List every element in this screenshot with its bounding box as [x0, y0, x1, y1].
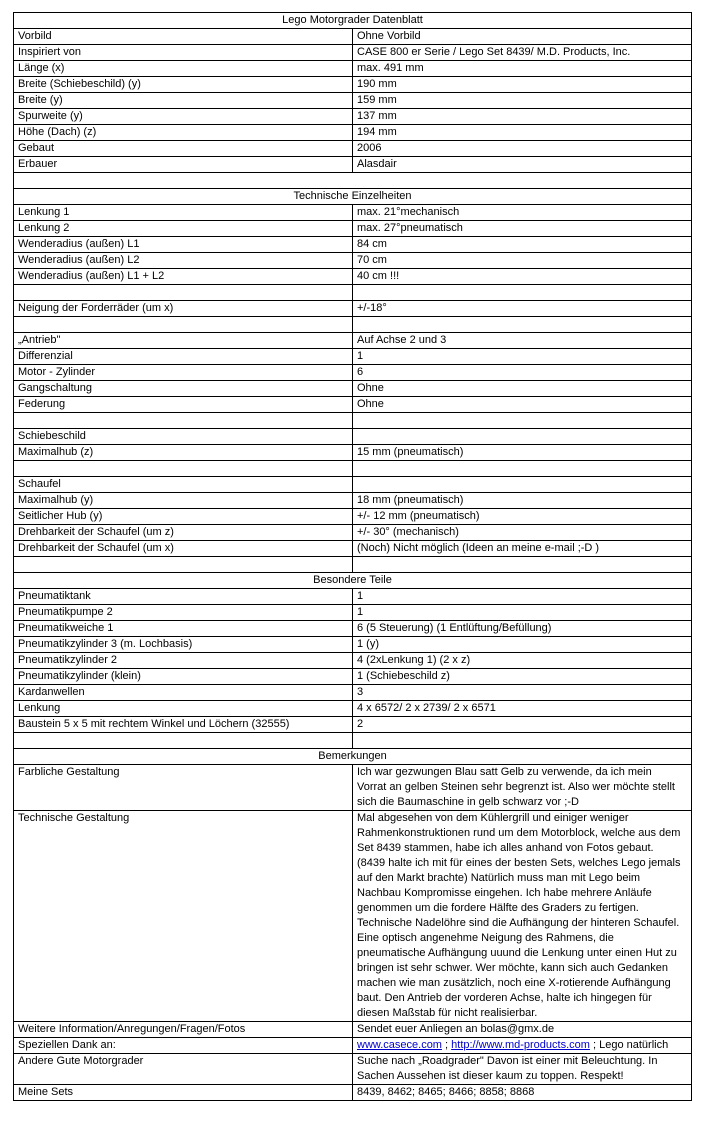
- blade-section: [14, 429, 692, 461]
- md-products-link[interactable]: http://www.md-products.com: [451, 1039, 590, 1051]
- table-row: [14, 221, 692, 237]
- row-label: Spurweite (y): [14, 109, 353, 125]
- table-row: [14, 333, 692, 349]
- row-value: 40 cm !!!: [353, 269, 692, 285]
- remark-label: Meine Sets: [14, 1085, 353, 1101]
- remark-label: Weitere Information/Anregungen/Fragen/Fotos: [14, 1022, 353, 1038]
- section-header-bemerkungen: Bemerkungen: [14, 749, 692, 765]
- row-value: 18 mm (pneumatisch): [353, 493, 692, 509]
- table-row: [14, 541, 692, 557]
- parts-header-row: [14, 573, 692, 589]
- table-row: [14, 365, 692, 381]
- title-row: [14, 13, 692, 29]
- table-row: [14, 205, 692, 221]
- row-value: 190 mm: [353, 77, 692, 93]
- row-value: (Noch) Nicht möglich (Ideen an meine e-mail ;-D ): [353, 541, 692, 557]
- remark-label: Technische Gestaltung: [14, 811, 353, 1022]
- table-row: [14, 45, 692, 61]
- table-row: [14, 653, 692, 669]
- table-row: [14, 93, 692, 109]
- remark-row-technik: [14, 811, 692, 1022]
- thanks-separator: ;: [441, 1039, 452, 1051]
- remark-row-andere: [14, 1054, 692, 1085]
- row-value: 1 (y): [353, 637, 692, 653]
- row-label: Pneumatikzylinder 2: [14, 653, 353, 669]
- row-label: Pneumatikzylinder (klein): [14, 669, 353, 685]
- table-row: [14, 493, 692, 509]
- table-row: [14, 509, 692, 525]
- row-value: 1: [353, 605, 692, 621]
- spacer-row: [14, 413, 692, 429]
- row-value: 1: [353, 349, 692, 365]
- table-row: [14, 589, 692, 605]
- table-row: [14, 109, 692, 125]
- tech-header-row: [14, 189, 692, 205]
- row-value: 4 (2xLenkung 1) (2 x z): [353, 653, 692, 669]
- remark-row-info: [14, 1022, 692, 1038]
- row-value: 2006: [353, 141, 692, 157]
- row-value: +/- 12 mm (pneumatisch): [353, 509, 692, 525]
- row-value: 15 mm (pneumatisch): [353, 445, 692, 461]
- remark-row-farbe: [14, 765, 692, 811]
- row-value: 6 (5 Steuerung) (1 Entlüftung/Befüllung): [353, 621, 692, 637]
- table-row: [14, 29, 692, 45]
- spacer-row: [14, 173, 692, 189]
- row-label: Seitlicher Hub (y): [14, 509, 353, 525]
- spacer-row: [14, 461, 692, 477]
- row-value: max. 491 mm: [353, 61, 692, 77]
- table-row: [14, 701, 692, 717]
- row-label: Gebaut: [14, 141, 353, 157]
- table-row: [14, 253, 692, 269]
- table-row: [14, 525, 692, 541]
- table-row: [14, 685, 692, 701]
- row-label: Federung: [14, 397, 353, 413]
- remark-row-sets: [14, 1085, 692, 1101]
- row-label: Pneumatikweiche 1: [14, 621, 353, 637]
- row-value: Ohne: [353, 381, 692, 397]
- table-row: [14, 637, 692, 653]
- drive-section: [14, 333, 692, 413]
- row-value: [353, 477, 692, 493]
- row-value: 4 x 6572/ 2 x 2739/ 2 x 6571: [353, 701, 692, 717]
- row-value: 3: [353, 685, 692, 701]
- row-value: 84 cm: [353, 237, 692, 253]
- remark-text: Suche nach „Roadgrader" Davon ist einer mit Beleuchtung. In Sachen Aussehen ist dieser kaum zu toppen. Respekt!: [353, 1054, 692, 1085]
- row-label: Breite (y): [14, 93, 353, 109]
- row-label: Vorbild: [14, 29, 353, 45]
- row-label: Lenkung: [14, 701, 353, 717]
- row-value: Ohne Vorbild: [353, 29, 692, 45]
- row-label: Lenkung 2: [14, 221, 353, 237]
- row-value: max. 21°mechanisch: [353, 205, 692, 221]
- casece-link[interactable]: www.casece.com: [357, 1039, 442, 1051]
- row-value: 6: [353, 365, 692, 381]
- table-row: [14, 381, 692, 397]
- row-value: max. 27°pneumatisch: [353, 221, 692, 237]
- table-row: [14, 445, 692, 461]
- row-label: Schaufel: [14, 477, 353, 493]
- table-row: [14, 349, 692, 365]
- spacer-row: [14, 733, 692, 749]
- row-label: Kardanwellen: [14, 685, 353, 701]
- sheet-title: Lego Motorgrader Datenblatt: [14, 13, 692, 29]
- row-value: 70 cm: [353, 253, 692, 269]
- row-value: [353, 429, 692, 445]
- spacer-row: [14, 557, 692, 573]
- parts-section: [14, 589, 692, 733]
- table-row: [14, 621, 692, 637]
- row-label: Drehbarkeit der Schaufel (um z): [14, 525, 353, 541]
- table-row: [14, 605, 692, 621]
- table-row: [14, 157, 692, 173]
- row-label: Neigung der Forderräder (um x): [14, 301, 353, 317]
- table-row: [14, 477, 692, 493]
- row-label: Erbauer: [14, 157, 353, 173]
- remark-label: Speziellen Dank an:: [14, 1038, 353, 1054]
- row-label: Wenderadius (außen) L1 + L2: [14, 269, 353, 285]
- spacer-row: [14, 285, 692, 301]
- shovel-section: [14, 477, 692, 557]
- section-header-teile: Besondere Teile: [14, 573, 692, 589]
- table-row: [14, 429, 692, 445]
- row-label: Lenkung 1: [14, 205, 353, 221]
- row-value: +/-18°: [353, 301, 692, 317]
- row-value: 1 (Schiebeschild z): [353, 669, 692, 685]
- general-section: [14, 29, 692, 173]
- datasheet-table: [13, 12, 692, 1101]
- table-row: [14, 237, 692, 253]
- table-row: [14, 669, 692, 685]
- row-value: 137 mm: [353, 109, 692, 125]
- row-label: Inspiriert von: [14, 45, 353, 61]
- row-value: 1: [353, 589, 692, 605]
- row-label: Drehbarkeit der Schaufel (um x): [14, 541, 353, 557]
- steering-section: [14, 205, 692, 285]
- tilt-section: [14, 301, 692, 317]
- remark-label: Andere Gute Motorgrader: [14, 1054, 353, 1085]
- remark-text: 8439, 8462; 8465; 8466; 8858; 8868: [353, 1085, 692, 1101]
- row-label: Höhe (Dach) (z): [14, 125, 353, 141]
- remark-row-dank: [14, 1038, 692, 1054]
- row-label: Gangschaltung: [14, 381, 353, 397]
- row-label: Länge (x): [14, 61, 353, 77]
- table-row: [14, 717, 692, 733]
- row-label: Pneumatikzylinder 3 (m. Lochbasis): [14, 637, 353, 653]
- row-label: Pneumatiktank: [14, 589, 353, 605]
- spacer-row: [14, 317, 692, 333]
- table-row: [14, 397, 692, 413]
- row-value: CASE 800 er Serie / Lego Set 8439/ M.D. Products, Inc.: [353, 45, 692, 61]
- row-label: „Antrieb": [14, 333, 353, 349]
- section-header-technik: Technische Einzelheiten: [14, 189, 692, 205]
- thanks-tail: ; Lego natürlich: [589, 1039, 669, 1051]
- row-label: Schiebeschild: [14, 429, 353, 445]
- row-value: Alasdair: [353, 157, 692, 173]
- row-label: Wenderadius (außen) L1: [14, 237, 353, 253]
- thanks-cell: [353, 1038, 692, 1054]
- row-value: 194 mm: [353, 125, 692, 141]
- table-row: [14, 301, 692, 317]
- row-label: Maximalhub (y): [14, 493, 353, 509]
- table-row: [14, 141, 692, 157]
- table-row: [14, 61, 692, 77]
- row-label: Wenderadius (außen) L2: [14, 253, 353, 269]
- remarks-header-row: [14, 749, 692, 765]
- row-label: Maximalhub (z): [14, 445, 353, 461]
- row-value: 2: [353, 717, 692, 733]
- row-value: Ohne: [353, 397, 692, 413]
- remark-text: Mal abgesehen von dem Kühlergrill und einiger weniger Rahmenkonstruktionen rund um dem Motorblock, welche aus dem Set 8439 stammen, habe ich alles anhand von Fotos gebaut. (8439 halte ich mit für eines der besten Sets, welches Lego jemals auf den Markt brachte) Natürlich muss man mit Lego beim Nachbau Kompromisse eingehen. Ich habe mehrere Anläufe genommen um die fordere Hälfte des Graders zu fertigen. Technische Nadelöhre sind die Aufhängung der hinteren Schaufel. Eine optisch angenehme Neigung des Rahmens, die pneumatische Aufhängung uuund die Lenkung unter einen Hut zu bringen ist sehr schwer. Wer möchte, kann sich auch Gedanken machen wie man zusätzlich, noch eine X-rotierende Aufhängung baut. Den Antrieb der vorderen Achse, halte ich hingegen für diesen Maßstab für nicht realisierbar.: [353, 811, 692, 1022]
- row-value: Auf Achse 2 und 3: [353, 333, 692, 349]
- row-value: +/- 30° (mechanisch): [353, 525, 692, 541]
- table-row: [14, 125, 692, 141]
- row-label: Differenzial: [14, 349, 353, 365]
- table-row: [14, 269, 692, 285]
- remark-label: Farbliche Gestaltung: [14, 765, 353, 811]
- row-label: Motor - Zylinder: [14, 365, 353, 381]
- row-label: Baustein 5 x 5 mit rechtem Winkel und Löchern (32555): [14, 717, 353, 733]
- remark-text: Sendet euer Anliegen an bolas@gmx.de: [353, 1022, 692, 1038]
- remark-text: Ich war gezwungen Blau satt Gelb zu verwende, da ich mein Vorrat an gelben Steinen sehr begrenzt ist. Also wer möchte stellt sich die Baumaschine in gelb schwarz vor ;-D: [353, 765, 692, 811]
- table-row: [14, 77, 692, 93]
- row-label: Breite (Schiebeschild) (y): [14, 77, 353, 93]
- row-label: Pneumatikpumpe 2: [14, 605, 353, 621]
- row-value: 159 mm: [353, 93, 692, 109]
